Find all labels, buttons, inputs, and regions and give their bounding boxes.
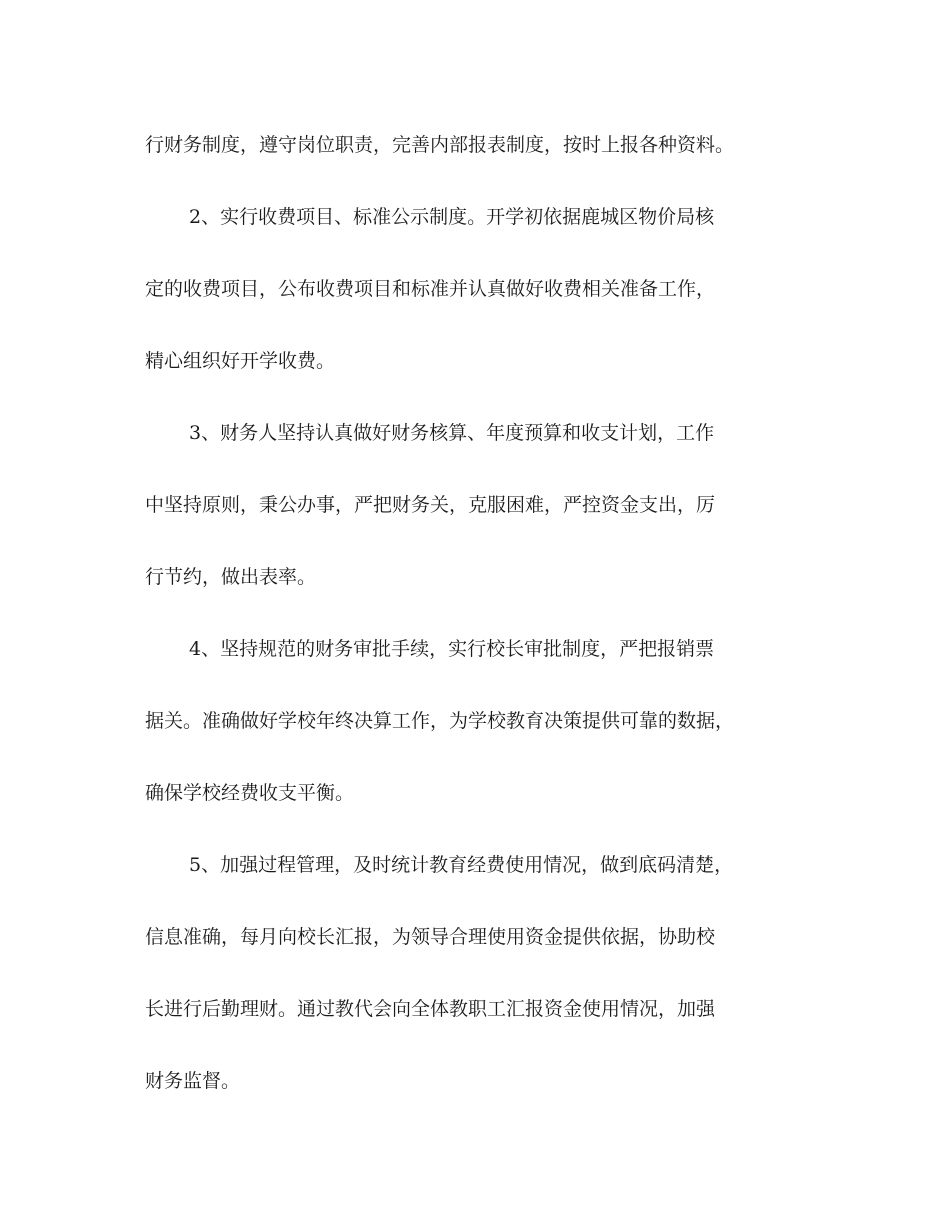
paragraph-3-line-3: 行节约，做出表率。 [145,566,317,588]
paragraph-4-line-3: 确保学校经费收支平衡。 [145,782,355,804]
paragraph-5-line-3: 长进行后勤理财。通过教代会向全体教职工汇报资金使用情况，加强 [145,998,716,1020]
paragraph-2-line-3: 精心组织好开学收费。 [145,350,336,372]
text-line-1: 行财务制度，遵守岗位职责，完善内部报表制度，按时上报各种资料。 [145,134,735,156]
paragraph-2-line-1: 2、实行收费项目、标准公示制度。开学初依据鹿城区物价局核 [189,206,715,228]
paragraph-3-line-2: 中坚持原则，秉公办事，严把财务关，克服困难，严控资金支出，厉 [145,494,716,516]
paragraph-5-line-2: 信息准确，每月向校长汇报，为领导合理使用资金提供依据，协助校 [145,926,716,948]
paragraph-5-line-1: 5、加强过程管理，及时统计教育经费使用情况，做到底码清楚， [189,854,734,876]
paragraph-2-line-2: 定的收费项目，公布收费项目和标准并认真做好收费相关准备工作， [145,278,716,300]
paragraph-4-line-1: 4、坚持规范的财务审批手续，实行校长审批制度，严把报销票 [189,638,715,660]
paragraph-5-line-4: 财务监督。 [145,1070,241,1092]
paragraph-4-line-2: 据关。准确做好学校年终决算工作，为学校教育决策提供可靠的数据， [145,710,735,732]
paragraph-3-line-1: 3、财务人坚持认真做好财务核算、年度预算和收支计划，工作 [189,422,715,444]
